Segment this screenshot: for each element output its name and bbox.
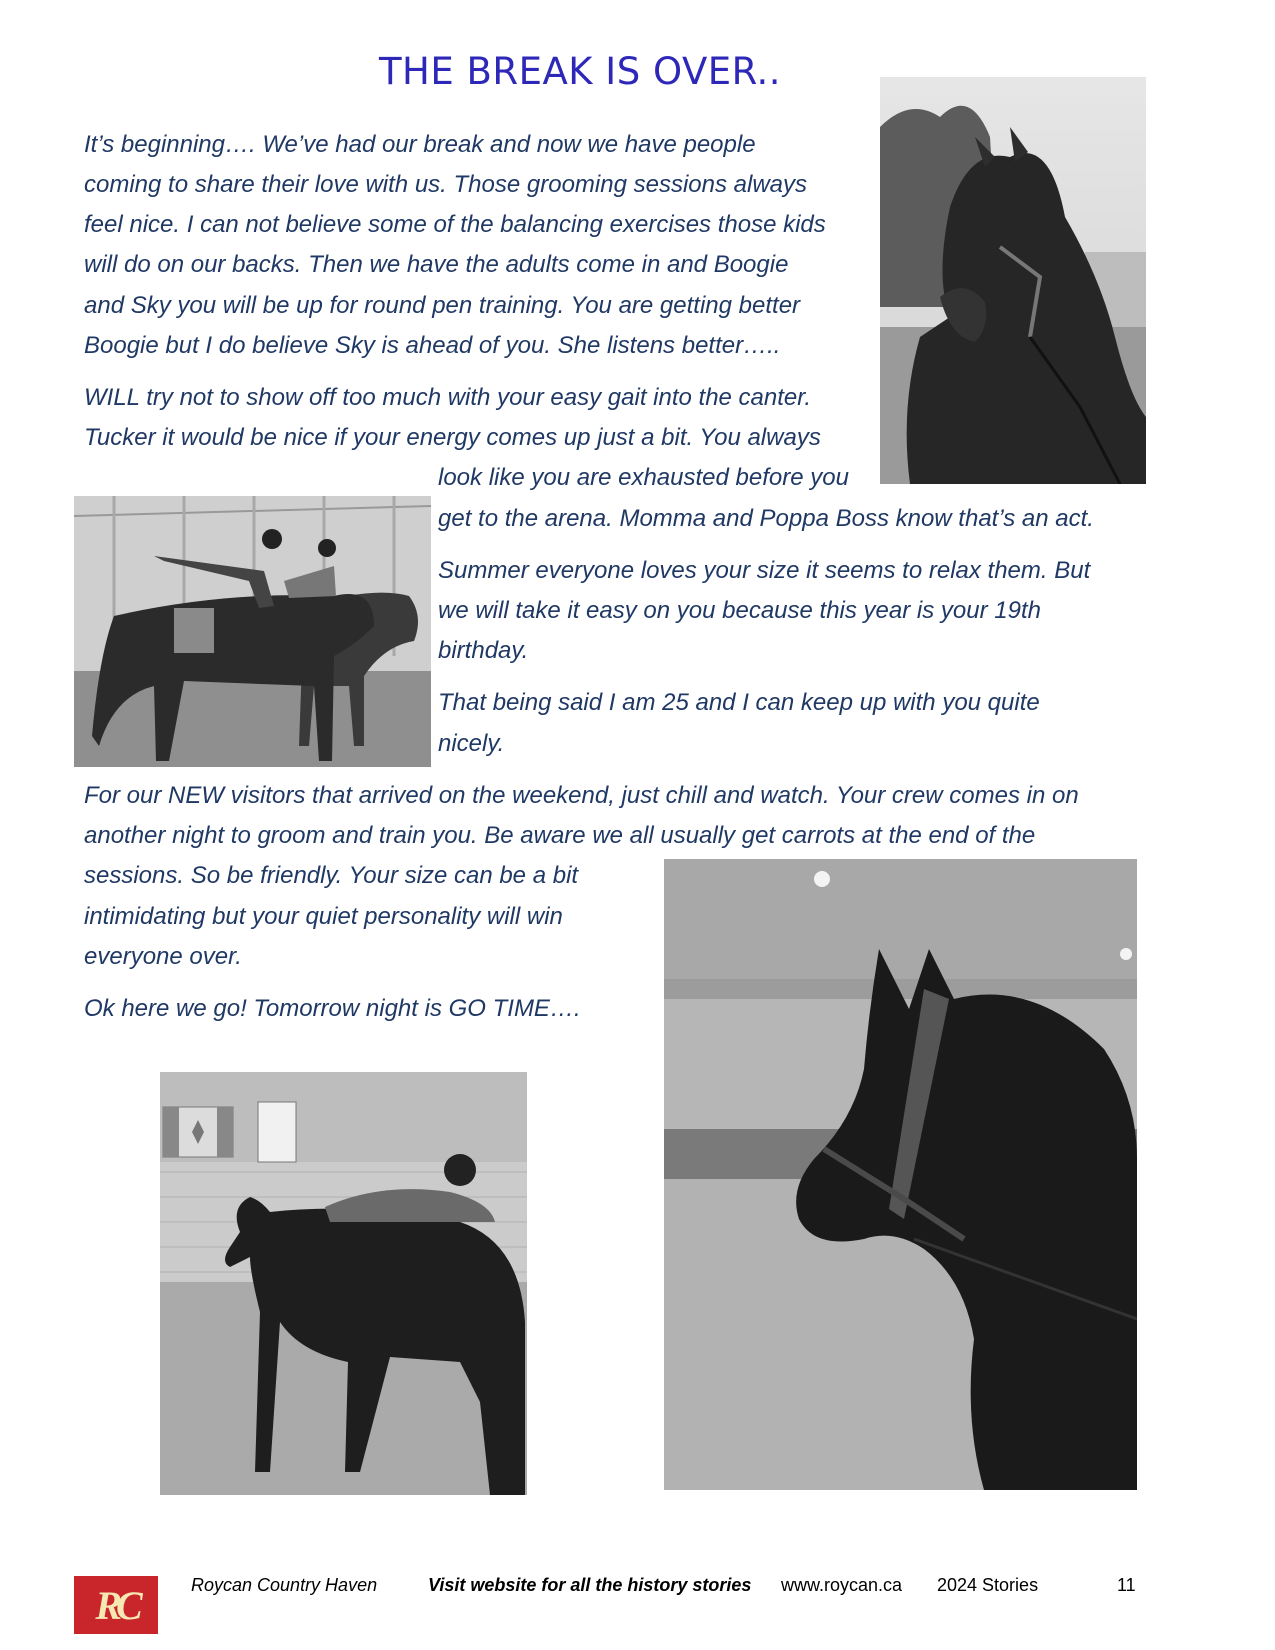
paragraph-5-line: everyone over. [84,943,242,970]
footer-website-link[interactable]: www.roycan.ca [781,1575,903,1595]
paragraph-3-line: birthday. [438,637,529,664]
paragraph-1-line: feel nice. I can not believe some of the balancing exercises those kids [84,211,826,238]
paragraph-2-line: get to the arena. Momma and Poppa Boss know that’s an act. [438,505,1094,532]
paragraph-5-line: intimidating but your quiet personality will win [84,903,563,930]
paragraph-1-line: coming to share their love with us. Those grooming sessions always [84,171,807,198]
paragraph-2-line: look like you are exhausted before you [438,464,849,491]
paragraph-5-line: another night to groom and train you. Be aware we all usually get carrots at the end of the [84,822,1036,849]
paragraph-3-line: Summer everyone loves your size it seems to relax them. But [438,557,1091,584]
paragraph-1-line: Boogie but I do believe Sky is ahead of you. She listens better….. [84,332,781,359]
rc-logo [74,1576,158,1634]
vaulting-kids-photo [74,496,431,767]
paragraph-3-line: we will take it easy on you because this year is your 19th [438,597,1041,624]
horse-portrait-photo [880,77,1146,484]
page-number: 11 [1117,1575,1136,1595]
footer-cta: Visit website for all the history stories [428,1575,752,1595]
paragraph-4-line: nicely. [438,730,505,757]
footer-series: 2024 Stories [937,1575,1039,1595]
paragraph-6: Ok here we go! Tomorrow night is GO TIME…. [84,995,581,1022]
arena-horse-photo [664,859,1137,1490]
girl-on-horse-photo [160,1072,527,1495]
logo-text: RC [95,1582,137,1628]
paragraph-1-line: It’s beginning…. We’ve had our break and now we have people [84,131,756,158]
paragraph-5-line: sessions. So be friendly. Your size can be a bit [84,862,579,889]
paragraph-1-line: will do on our backs. Then we have the adults come in and Boogie [84,251,789,278]
page-title: THE BREAK IS OVER.. [378,50,782,93]
paragraph-5-line: For our NEW visitors that arrived on the weekend, just chill and watch. Your crew comes in on [84,782,1079,809]
paragraph-2-line: Tucker it would be nice if your energy comes up just a bit. You always [84,424,821,451]
paragraph-1-line: and Sky you will be up for round pen training. You are getting better [84,292,801,319]
paragraph-2-line: WILL try not to show off too much with your easy gait into the canter. [84,384,812,411]
footer-org: Roycan Country Haven [191,1575,378,1595]
paragraph-4-line: That being said I am 25 and I can keep up with you quite [438,689,1040,716]
